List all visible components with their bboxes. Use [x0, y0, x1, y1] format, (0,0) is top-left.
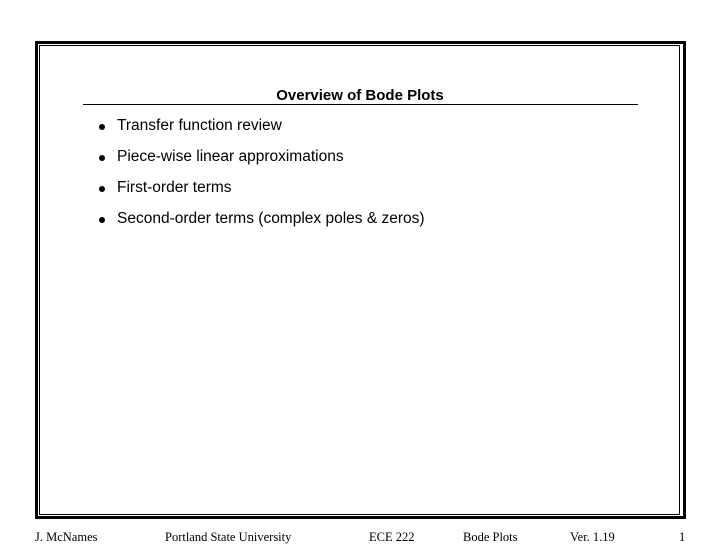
footer-course: ECE 222	[369, 530, 415, 544]
bullet-text: First-order terms	[117, 179, 232, 196]
bullet-text: Second-order terms (complex poles & zeros)	[117, 210, 425, 227]
bullet-text: Piece-wise linear approximations	[117, 148, 344, 165]
footer-page-number: 1	[679, 530, 686, 544]
bullet-icon	[99, 124, 105, 130]
bullet-text: Transfer function review	[117, 117, 282, 134]
footer-version: Ver. 1.19	[570, 530, 615, 544]
footer-university: Portland State University	[165, 530, 292, 544]
slide-title: Overview of Bode Plots	[276, 87, 444, 104]
slide-footer	[0, 527, 720, 547]
footer-topic: Bode Plots	[463, 530, 518, 544]
bullet-icon	[99, 186, 105, 192]
title-underline	[83, 104, 638, 105]
bullet-icon	[99, 155, 105, 161]
bullet-icon	[99, 217, 105, 223]
footer-author: J. McNames	[35, 530, 98, 544]
